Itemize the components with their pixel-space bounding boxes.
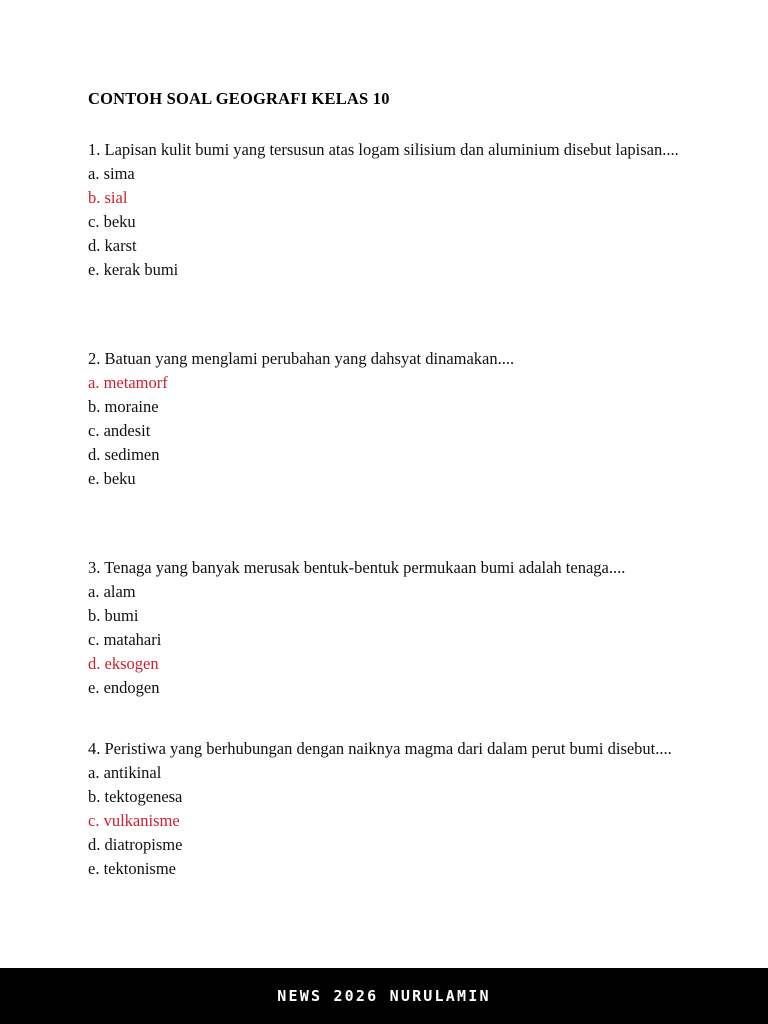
question-stem: 2. Batuan yang menglami perubahan yang dahsyat dinamakan....: [88, 349, 515, 368]
option-list: [88, 761, 688, 881]
option-item[interactable]: c. beku: [88, 212, 136, 231]
option-item[interactable]: e. endogen: [88, 678, 160, 697]
option-item[interactable]: c. matahari: [88, 630, 162, 649]
option-item[interactable]: e. kerak bumi: [88, 260, 179, 279]
option-item[interactable]: a. antikinal: [88, 763, 162, 782]
option-item[interactable]: b. bumi: [88, 606, 139, 625]
option-item[interactable]: d. karst: [88, 236, 137, 255]
option-item[interactable]: b. tektogenesa: [88, 787, 183, 806]
page-title: CONTOH SOAL GEOGRAFI KELAS 10: [88, 89, 390, 108]
option-item[interactable]: d. sedimen: [88, 445, 160, 464]
option-list: [88, 162, 688, 282]
question-block-4: [88, 737, 688, 881]
document-body: [88, 88, 688, 881]
option-item-answer[interactable]: b. sial: [88, 188, 128, 207]
option-item-answer[interactable]: c. vulkanisme: [88, 811, 180, 830]
option-item-answer[interactable]: a. metamorf: [88, 373, 168, 392]
option-list: [88, 580, 688, 700]
option-item[interactable]: b. moraine: [88, 397, 159, 416]
option-item-answer[interactable]: d. eksogen: [88, 654, 159, 673]
option-item[interactable]: a. sima: [88, 164, 135, 183]
footer-watermark-text: NEWS 2026 NURULAMIN: [277, 987, 491, 1005]
option-item[interactable]: d. diatropisme: [88, 835, 183, 854]
question-stem: 4. Peristiwa yang berhubungan dengan naiknya magma dari dalam perut bumi disebut....: [88, 739, 672, 758]
question-list: [88, 138, 688, 881]
option-list: [88, 371, 688, 491]
question-block-3: [88, 556, 688, 700]
question-block-2: [88, 347, 688, 491]
option-item[interactable]: a. alam: [88, 582, 136, 601]
question-block-1: [88, 138, 688, 282]
question-stem: 1. Lapisan kulit bumi yang tersusun atas logam silisium dan aluminium disebut lapisan....: [88, 140, 679, 159]
option-item[interactable]: e. beku: [88, 469, 136, 488]
option-item[interactable]: e. tektonisme: [88, 859, 176, 878]
option-item[interactable]: c. andesit: [88, 421, 151, 440]
footer-watermark-bar: [0, 968, 768, 1024]
question-stem: 3. Tenaga yang banyak merusak bentuk-bentuk permukaan bumi adalah tenaga....: [88, 558, 626, 577]
